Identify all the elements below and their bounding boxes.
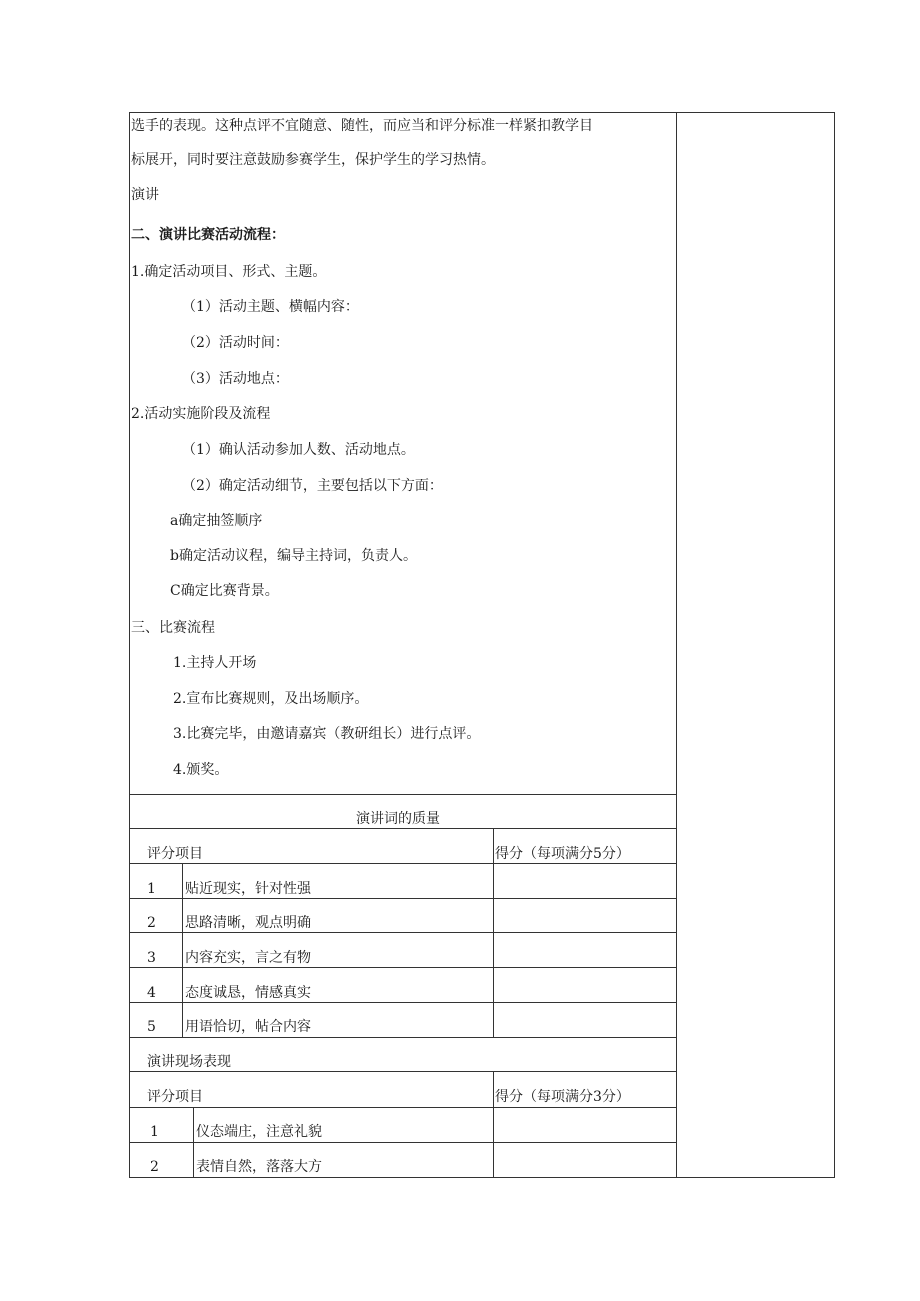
table-2-row-2-no: 2 bbox=[150, 1159, 159, 1175]
table-1-bottom-rule bbox=[129, 1037, 676, 1038]
item-2-sub-2: （2）确定活动细节，主要包括以下方面： bbox=[182, 478, 443, 494]
section-3-item-3: 3.比赛完毕，由邀请嘉宾（教研组长）进行点评。 bbox=[173, 726, 481, 742]
section-2-title: 二、演讲比赛活动流程： bbox=[131, 227, 285, 243]
intro-line-2: 标展开，同时要注意鼓励参赛学生，保护学生的学习热情。 bbox=[131, 152, 495, 168]
table-2-row-rule bbox=[129, 1142, 676, 1143]
table-1-row-2-text: 思路清晰，观点明确 bbox=[185, 915, 311, 931]
table-1-row-1-no: 1 bbox=[147, 881, 156, 897]
section-3-item-1: 1.主持人开场 bbox=[173, 655, 257, 671]
table-2-score-divider bbox=[493, 1071, 494, 1178]
table-1-row-3-text: 内容充实，言之有物 bbox=[185, 950, 311, 966]
intro-line-1: 选手的表现。这种点评不宜随意、随性，而应当和评分标准一样紧扣教学目 bbox=[131, 118, 593, 134]
table-1-row-1-text: 贴近现实，针对性强 bbox=[185, 881, 311, 897]
table-2-row-1-text: 仪态端庄，注意礼貌 bbox=[196, 1124, 322, 1140]
table-1-title: 演讲词的质量 bbox=[356, 811, 440, 827]
table-1-title-rule bbox=[129, 828, 676, 829]
item-2-sub-1: （1）确认活动参加人数、活动地点。 bbox=[182, 442, 415, 458]
item-2-c: C确定比赛背景。 bbox=[170, 583, 279, 599]
item-1-sub-2: （2）活动时间： bbox=[182, 335, 289, 351]
item-1-sub-3: （3）活动地点： bbox=[182, 371, 289, 387]
table-2-title-rule bbox=[129, 1071, 676, 1072]
table-1-row-3-no: 3 bbox=[147, 950, 156, 966]
section-divider bbox=[129, 794, 676, 795]
table-1-row-4-text: 态度诚恳，情感真实 bbox=[185, 985, 311, 1001]
item-1-sub-1: （1）活动主题、横幅内容： bbox=[182, 299, 359, 315]
table-2-col-score: 得分（每项满分3分） bbox=[495, 1089, 630, 1105]
right-column-divider bbox=[676, 112, 677, 1178]
table-1-header-rule bbox=[129, 863, 676, 864]
table-2-header-rule bbox=[129, 1107, 676, 1108]
item-2: 2.活动实施阶段及流程 bbox=[131, 406, 271, 422]
table-2-title: 演讲现场表现 bbox=[147, 1054, 231, 1070]
item-2-a: a确定抽签顺序 bbox=[170, 513, 263, 529]
table-1-row-rule bbox=[129, 967, 676, 968]
item-1: 1.确定活动项目、形式、主题。 bbox=[131, 264, 327, 280]
table-1-row-5-text: 用语恰切，帖合内容 bbox=[185, 1019, 311, 1035]
table-1-row-rule bbox=[129, 1002, 676, 1003]
table-1-col-item: 评分项目 bbox=[147, 846, 203, 862]
table-1-col-score: 得分（每项满分5分） bbox=[495, 846, 630, 862]
table-1-no-divider bbox=[182, 863, 183, 1037]
intro-line-3: 演讲 bbox=[131, 187, 159, 203]
table-1-row-5-no: 5 bbox=[147, 1019, 156, 1035]
table-1-row-rule bbox=[129, 898, 676, 899]
table-2-row-1-no: 1 bbox=[150, 1124, 159, 1140]
table-1-row-rule bbox=[129, 932, 676, 933]
table-1-row-2-no: 2 bbox=[147, 915, 156, 931]
table-2-col-item: 评分项目 bbox=[147, 1089, 203, 1105]
item-2-b: b确定活动议程，编导主持词，负责人。 bbox=[170, 548, 417, 564]
section-3-item-4: 4.颁奖。 bbox=[173, 762, 229, 778]
table-2-row-2-text: 表情自然，落落大方 bbox=[196, 1159, 322, 1175]
section-3-item-2: 2.宣布比赛规则，及出场顺序。 bbox=[173, 691, 369, 707]
section-3-title: 三、比赛流程 bbox=[131, 620, 215, 636]
table-1-row-4-no: 4 bbox=[147, 985, 156, 1001]
